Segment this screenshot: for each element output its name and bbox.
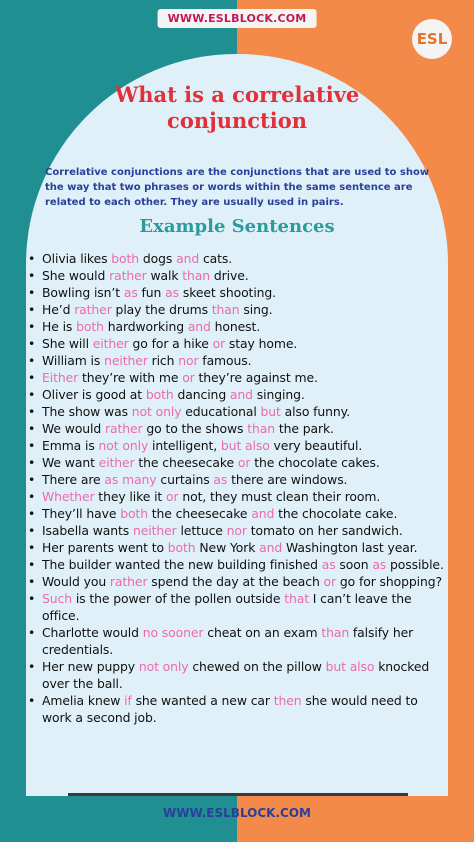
conjunction-highlight: and <box>187 319 211 334</box>
sentence-text: soon <box>335 557 373 572</box>
sentence-text: very beautiful. <box>269 438 363 453</box>
conjunction-highlight: either <box>92 336 129 351</box>
page-title-line-1: What is a correlative <box>114 82 360 107</box>
conjunction-highlight: that <box>284 591 309 606</box>
list-item <box>26 556 446 573</box>
sentence-text: the chocolate cake. <box>274 506 398 521</box>
list-item <box>26 250 446 267</box>
sentence-text: go for shopping? <box>336 574 442 589</box>
sentence-text: they’re against me. <box>194 370 318 385</box>
sentence-text: I can’t leave the office. <box>42 591 412 623</box>
sentence-text: drive. <box>210 268 249 283</box>
sentence-text: dogs <box>139 251 177 266</box>
list-item <box>26 522 446 539</box>
sentence-text: they like it <box>94 489 167 504</box>
sentence-text: famous. <box>198 353 252 368</box>
conjunction-highlight: or <box>166 489 179 504</box>
conjunction-highlight: but also <box>220 438 270 453</box>
list-item <box>26 284 446 301</box>
sentence-text: William is <box>42 353 105 368</box>
list-item <box>26 403 446 420</box>
conjunction-highlight: than <box>182 268 211 283</box>
conjunction-highlight: or <box>182 370 195 385</box>
sentence-text: she would need to work a second job. <box>42 693 418 725</box>
conjunction-highlight: neither <box>132 523 177 538</box>
conjunction-highlight: than <box>211 302 240 317</box>
sentence-text: Washington last year. <box>282 540 418 555</box>
footer-divider <box>68 793 408 796</box>
section-subtitle: Example Sentences <box>139 216 335 237</box>
list-item <box>26 386 446 403</box>
sentence-text: stay home. <box>225 336 298 351</box>
footer-url[interactable]: WWW.ESLBLOCK.COM <box>163 806 311 820</box>
sentence-text: play the drums <box>111 302 212 317</box>
sentence-text: The show was <box>42 404 132 419</box>
sentence-text: there are windows. <box>227 472 348 487</box>
list-item <box>26 658 446 692</box>
conjunction-highlight: but also <box>325 659 375 674</box>
conjunction-highlight: both <box>111 251 140 266</box>
conjunction-highlight: or <box>323 574 337 589</box>
conjunction-highlight: as <box>123 285 138 300</box>
sentence-text: Emma is <box>42 438 99 453</box>
sentence-text: the chocolate cakes. <box>250 455 380 470</box>
sentence-text: tomato on her sandwich. <box>246 523 403 538</box>
intro-paragraph: Correlative conjunctions are the conjunctions that are used to show the way that two phrases or words within the same sentence are related to each other. They are usually used in pairs. <box>45 167 430 208</box>
sentence-text: possible. <box>386 557 444 572</box>
sentence-text: intelligent, <box>148 438 221 453</box>
sentence-text: Olivia likes <box>42 251 112 266</box>
sentence-text: He’d <box>42 302 75 317</box>
conjunction-highlight: both <box>120 506 148 521</box>
conjunction-highlight: no sooner <box>142 625 204 640</box>
page-title <box>0 82 474 134</box>
list-item <box>26 539 446 556</box>
conjunction-highlight: either <box>98 455 135 470</box>
conjunction-highlight: rather <box>109 574 148 589</box>
sentence-text: also funny. <box>280 404 350 419</box>
sentence-text: sing. <box>239 302 273 317</box>
sentence-text: Would you <box>42 574 110 589</box>
sentence-text: There are <box>42 472 105 487</box>
sentence-text: hardworking <box>103 319 188 334</box>
list-item <box>26 692 446 726</box>
sentence-text: chewed on the pillow <box>188 659 326 674</box>
conjunction-highlight: than <box>247 421 276 436</box>
sentence-text: She would <box>42 268 110 283</box>
sentence-text: Isabella wants <box>42 523 133 538</box>
sentence-text: Amelia knew <box>42 693 125 708</box>
conjunction-highlight: not only <box>131 404 182 419</box>
list-item <box>26 352 446 369</box>
conjunction-highlight: and <box>229 387 253 402</box>
conjunction-highlight: if <box>124 693 132 708</box>
conjunction-highlight: and <box>176 251 200 266</box>
conjunction-highlight: not only <box>98 438 149 453</box>
list-item <box>26 471 446 488</box>
sentence-text: walk <box>146 268 183 283</box>
conjunction-highlight: nor <box>226 523 247 538</box>
conjunction-highlight: both <box>76 319 104 334</box>
sentence-text: honest. <box>210 319 261 334</box>
conjunction-highlight: than <box>321 625 350 640</box>
sentence-text: educational <box>181 404 261 419</box>
conjunction-highlight: both <box>167 540 196 555</box>
list-item <box>26 590 446 624</box>
conjunction-highlight: as <box>372 557 387 572</box>
list-item <box>26 318 446 335</box>
sentence-text: skeet shooting. <box>179 285 277 300</box>
conjunction-highlight: Such <box>42 591 72 606</box>
conjunction-highlight: rather <box>109 268 147 283</box>
example-sentence-list <box>26 250 446 726</box>
list-item <box>26 437 446 454</box>
list-item <box>26 267 446 284</box>
sentence-text: the park. <box>275 421 334 436</box>
sentence-text: knocked over the ball. <box>42 659 430 691</box>
sentence-text: rich <box>147 353 179 368</box>
conjunction-highlight: and <box>259 540 283 555</box>
list-item <box>26 420 446 437</box>
list-item <box>26 505 446 522</box>
sentence-text: cats. <box>199 251 233 266</box>
sentence-text: not, they must clean their room. <box>178 489 381 504</box>
sentence-text: cheat on an exam <box>203 625 322 640</box>
sentence-text: the cheesecake <box>134 455 238 470</box>
sentence-text: curtains <box>156 472 214 487</box>
sentence-text: dancing <box>173 387 230 402</box>
sentence-text: is the power of the pollen outside <box>71 591 285 606</box>
conjunction-highlight: nor <box>178 353 199 368</box>
list-item <box>26 573 446 590</box>
sentence-text: the cheesecake <box>147 506 252 521</box>
page-title-line-2: conjunction <box>167 108 307 133</box>
sentence-text: Her parents went to <box>42 540 168 555</box>
sentence-text: fun <box>137 285 166 300</box>
conjunction-highlight: not only <box>138 659 189 674</box>
sentence-text: They’ll have <box>42 506 121 521</box>
list-item <box>26 335 446 352</box>
sentence-text: go for a hike <box>128 336 213 351</box>
list-item <box>26 488 446 505</box>
conjunction-highlight: both <box>145 387 174 402</box>
sentence-text: she wanted a new car <box>131 693 274 708</box>
sentence-text: spend the day at the beach <box>147 574 324 589</box>
sentence-text: New York <box>195 540 260 555</box>
conjunction-highlight: then <box>273 693 302 708</box>
sentence-text: Oliver is good at <box>42 387 146 402</box>
sentence-text: singing. <box>252 387 305 402</box>
conjunction-highlight: as <box>165 285 180 300</box>
sentence-text: We want <box>42 455 99 470</box>
esl-logo: ESL <box>412 19 452 59</box>
conjunction-highlight: rather <box>74 302 112 317</box>
sentence-text: falsify her credentials. <box>42 625 414 657</box>
header-url-badge[interactable]: WWW.ESLBLOCK.COM <box>158 9 317 28</box>
conjunction-highlight: as <box>321 557 336 572</box>
conjunction-highlight: neither <box>104 353 148 368</box>
sentence-text: Her new puppy <box>42 659 139 674</box>
sentence-text: Charlotte would <box>42 625 143 640</box>
sentence-text: lettuce <box>176 523 227 538</box>
sentence-text: She will <box>42 336 93 351</box>
conjunction-highlight: as many <box>104 472 157 487</box>
conjunction-highlight: or <box>212 336 226 351</box>
sentence-text: The builder wanted the new building finished <box>42 557 322 572</box>
list-item <box>26 454 446 471</box>
conjunction-highlight: and <box>251 506 275 521</box>
conjunction-highlight: or <box>237 455 251 470</box>
list-item <box>26 624 446 658</box>
sentence-text: Bowling isn’t <box>42 285 124 300</box>
list-item <box>26 369 446 386</box>
conjunction-highlight: rather <box>105 421 143 436</box>
conjunction-highlight: Whether <box>42 489 95 504</box>
sentence-text: He is <box>42 319 77 334</box>
sentence-text: We would <box>42 421 106 436</box>
conjunction-highlight: but <box>260 404 281 419</box>
sentence-text: go to the shows <box>142 421 248 436</box>
sentence-text: they’re with me <box>78 370 183 385</box>
conjunction-highlight: as <box>213 472 228 487</box>
list-item <box>26 301 446 318</box>
conjunction-highlight: Either <box>42 370 79 385</box>
